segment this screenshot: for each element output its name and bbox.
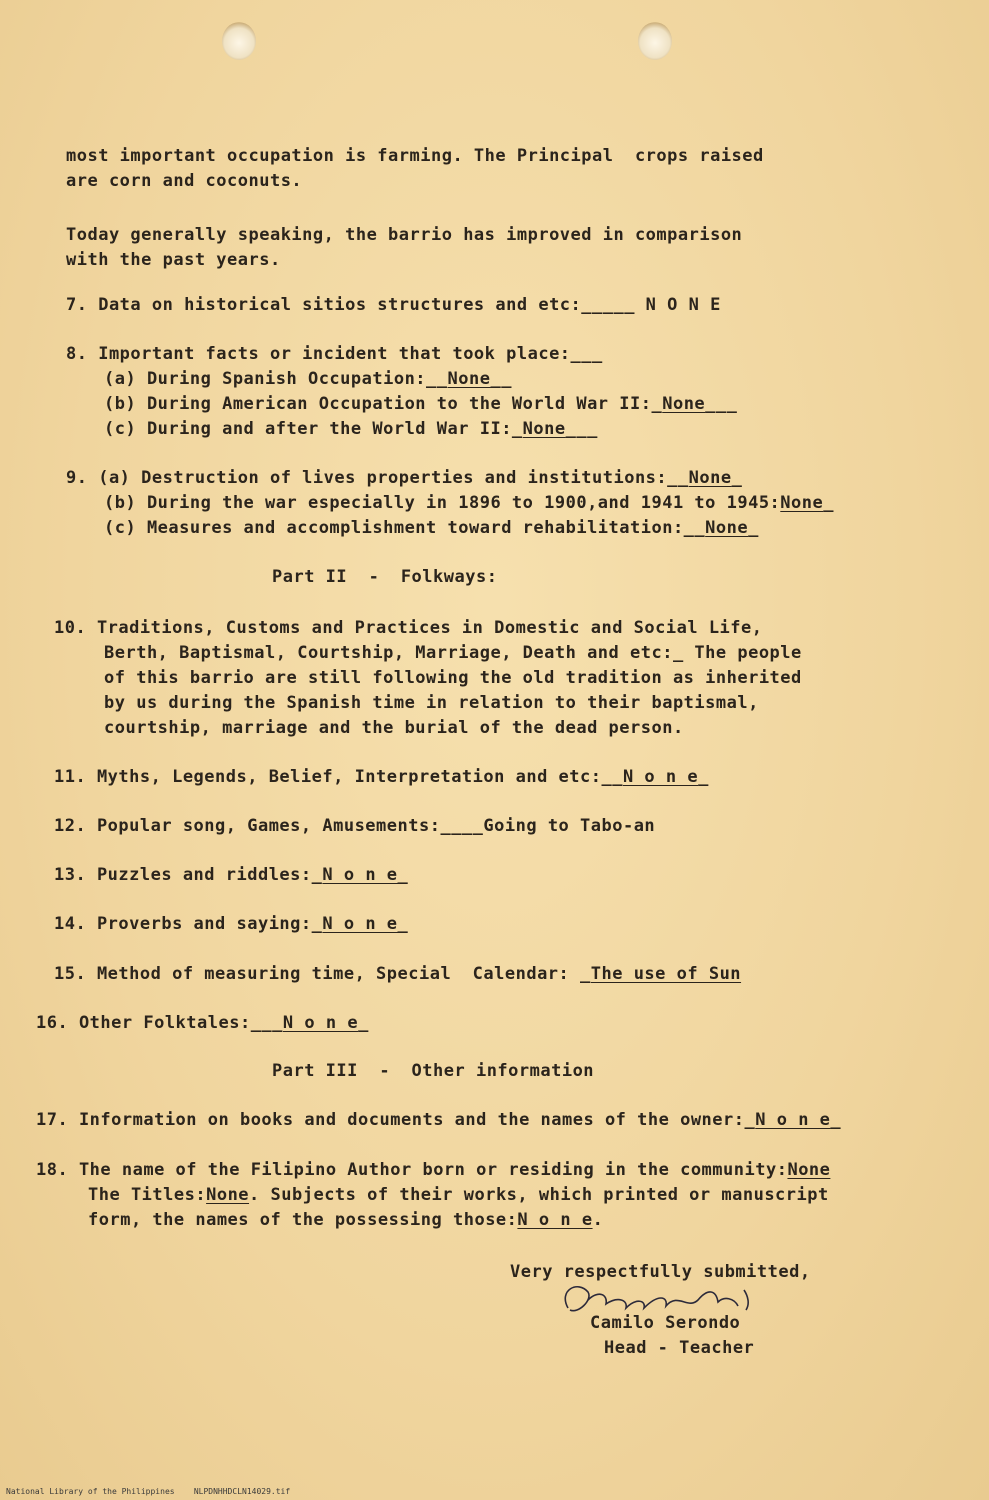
answer: None <box>206 1185 250 1205</box>
body-line: most important occupation is farming. The Principal crops raised <box>66 146 764 166</box>
answer: N o n e <box>755 1110 831 1130</box>
signatory-title: Head - Teacher <box>604 1338 755 1358</box>
answer: None <box>705 518 749 538</box>
item-13: 13. Puzzles and riddles:_N o n e_ <box>54 865 409 885</box>
item-17: 17. Information on books and documents and the names of the owner:_N o n e_ <box>36 1110 842 1130</box>
item-8: 8. Important facts or incident that took place:___ <box>66 344 603 364</box>
part-3-heading: Part III - Other information <box>272 1061 595 1081</box>
answer: N o n e <box>517 1210 593 1230</box>
item-8b: (b) During American Occupation to the World War II:_None___ <box>104 394 738 414</box>
punch-hole <box>222 22 256 60</box>
item-10: 10. Traditions, Customs and Practices in Domestic and Social Life, <box>54 618 763 638</box>
item-8c: (c) During and after the World War II:_None___ <box>104 419 598 439</box>
body-line: are corn and coconuts. <box>66 171 303 191</box>
answer: N o n e <box>282 1013 359 1033</box>
item-10-line: courtship, marriage and the burial of the dead person. <box>104 718 684 738</box>
answer: None <box>787 1160 831 1180</box>
answer: The use of Sun <box>590 964 742 984</box>
item-18-line: form, the names of the possessing those:N o n e. <box>88 1210 604 1230</box>
body-line: Today generally speaking, the barrio has improved in comparison <box>66 225 743 245</box>
item-7: 7. Data on historical sitios structures and etc:_____ N O N E <box>66 295 721 315</box>
answer: Going to Tabo-an <box>483 816 656 836</box>
answer: None <box>447 369 491 389</box>
answer: N o n e <box>622 767 699 787</box>
item-18: 18. The name of the Filipino Author born or residing in the community:None <box>36 1160 831 1180</box>
item-14: 14. Proverbs and saying:_N o n e_ <box>54 914 409 934</box>
signatory-name: Camilo Serondo <box>590 1313 741 1333</box>
item-10-line: Berth, Baptismal, Courtship, Marriage, Death and etc:_ The people <box>104 643 802 663</box>
answer: None <box>688 468 732 488</box>
answer: N o n e <box>322 865 398 885</box>
answer: None <box>522 419 566 439</box>
footer: National Library of the Philippines NLPDNHHDCLN14029.tif <box>6 1487 291 1496</box>
closing-text: Very respectfully submitted, <box>510 1262 811 1282</box>
item-16: 16. Other Folktales:___N o n e_ <box>36 1013 369 1033</box>
answer: N o n e <box>322 914 398 934</box>
item-9a: 9. (a) Destruction of lives properties and institutions:__None_ <box>66 468 743 488</box>
item-9b: (b) During the war especially in 1896 to 1900,and 1941 to 1945:None_ <box>104 493 834 513</box>
item-11: 11. Myths, Legends, Belief, Interpretation and etc:__N o n e_ <box>54 767 709 787</box>
item-9c: (c) Measures and accomplishment toward rehabilitation:__None_ <box>104 518 759 538</box>
item-18-line: The Titles:None. Subjects of their works, which printed or manuscript <box>88 1185 829 1205</box>
item-10-line: of this barrio are still following the old tradition as inherited <box>104 668 802 688</box>
body-line: with the past years. <box>66 250 281 270</box>
answer: None <box>780 493 824 513</box>
item-12: 12. Popular song, Games, Amusements:____Going to Tabo-an <box>54 816 656 836</box>
answer: None <box>662 394 706 414</box>
part-2-heading: Part II - Folkways: <box>272 567 498 587</box>
item-8a: (a) During Spanish Occupation:__None__ <box>104 369 512 389</box>
item-10-line: by us during the Spanish time in relation to their baptismal, <box>104 693 759 713</box>
punch-hole <box>638 22 672 60</box>
item-15: 15. Method of measuring time, Special Calendar: _The use of Sun <box>54 964 742 984</box>
